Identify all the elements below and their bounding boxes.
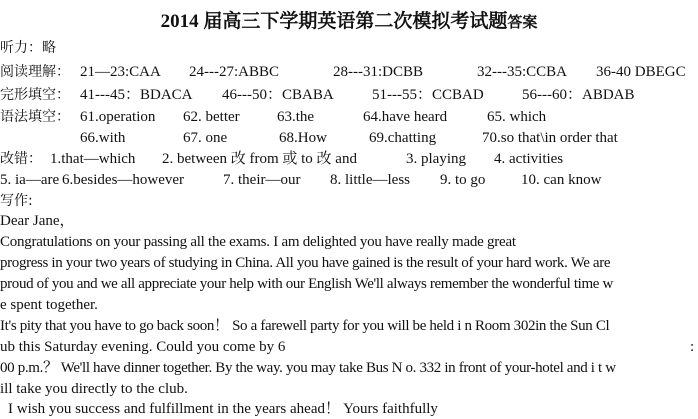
- essay-line: 00 p.m.？ We'll have dinner together. By the way. you may take Bus N o. 332 in front of your-hotel and i t w: [0, 360, 616, 376]
- answer-item: 21—23:CAA: [80, 64, 161, 80]
- answer-item: 63.the: [277, 109, 315, 125]
- answer-item: 1.that—which: [50, 151, 136, 167]
- correction-label: 改错：: [0, 151, 42, 167]
- answer-item: 3. playing: [406, 151, 466, 167]
- answer-item: 6.besides—however: [62, 172, 185, 188]
- answer-item: 65. which: [487, 109, 547, 125]
- essay-line: ub this Saturday evening. Could you come by 6: [0, 339, 286, 355]
- reading-label: 阅读理解：: [0, 64, 70, 80]
- grammar-label: 语法填空：: [0, 109, 70, 125]
- stray-colon: :: [690, 339, 695, 355]
- answer-item: 62. better: [183, 109, 240, 125]
- answer-item: 66.with: [80, 130, 126, 146]
- listening-value: 略: [42, 40, 56, 56]
- answer-item: 7. their—our: [223, 172, 301, 188]
- answer-item: 67. one: [183, 130, 228, 146]
- answer-item: 68.How: [279, 130, 327, 146]
- listening-label: 听力：: [0, 40, 42, 56]
- essay-line: proud of you and we all appreciate your help with our English We'll always remember the wonderful time w: [0, 276, 613, 292]
- title-text: 2014 届高三下学期英语第二次模拟考试题: [160, 11, 508, 32]
- answer-item: 24---27:ABBC: [189, 64, 279, 80]
- essay-line: It's pity that you have to go back soon！ So a farewell party for you will be held i n Room 302in the Sun Cl: [0, 318, 610, 334]
- writing-label: 写作:: [0, 193, 33, 209]
- title-suffix: 答案: [507, 15, 538, 31]
- answer-item: 61.operation: [80, 109, 156, 125]
- answer-item: 8. little—less: [330, 172, 410, 188]
- cloze-label: 完形填空：: [0, 87, 70, 103]
- page-title: [0, 6, 698, 33]
- answer-item: 9. to go: [440, 172, 486, 188]
- answer-item: 5. ia—are: [0, 172, 60, 188]
- answer-item: 51---55：CCBAD: [372, 87, 484, 103]
- answer-item: 36-40 DBEGC: [596, 64, 686, 80]
- answer-item: 56---60：ABDAB: [522, 87, 635, 103]
- answer-item: 70.so that\in order that: [482, 130, 618, 146]
- answer-item: 10. can know: [521, 172, 602, 188]
- answer-item: 28---31:DCBB: [333, 64, 423, 80]
- essay-line: I wish you success and fulfillment in the years ahead！ Yours faithfully: [8, 401, 438, 417]
- essay-line: progress in your two years of studying in China. All you have gained is the result of your hard work. We are: [0, 255, 611, 271]
- essay-line: e spent together.: [0, 297, 98, 313]
- answer-item: 41---45：BDACA: [80, 87, 193, 103]
- listening-line: [0, 38, 56, 58]
- answer-item: 69.chatting: [369, 130, 437, 146]
- answer-item: 64.have heard: [363, 109, 448, 125]
- essay-line: Congratulations on your passing all the exams. I am delighted you have really made great: [0, 234, 516, 250]
- answer-item: 32---35:CCBA: [477, 64, 567, 80]
- essay-line: Dear Jane，: [0, 213, 75, 229]
- answer-item: 2. between 改 from 或 to 改 and: [162, 151, 357, 167]
- answer-item: 46---50：CBABA: [222, 87, 334, 103]
- answer-item: 4. activities: [494, 151, 564, 167]
- essay-line: ill take you directly to the club.: [0, 381, 188, 397]
